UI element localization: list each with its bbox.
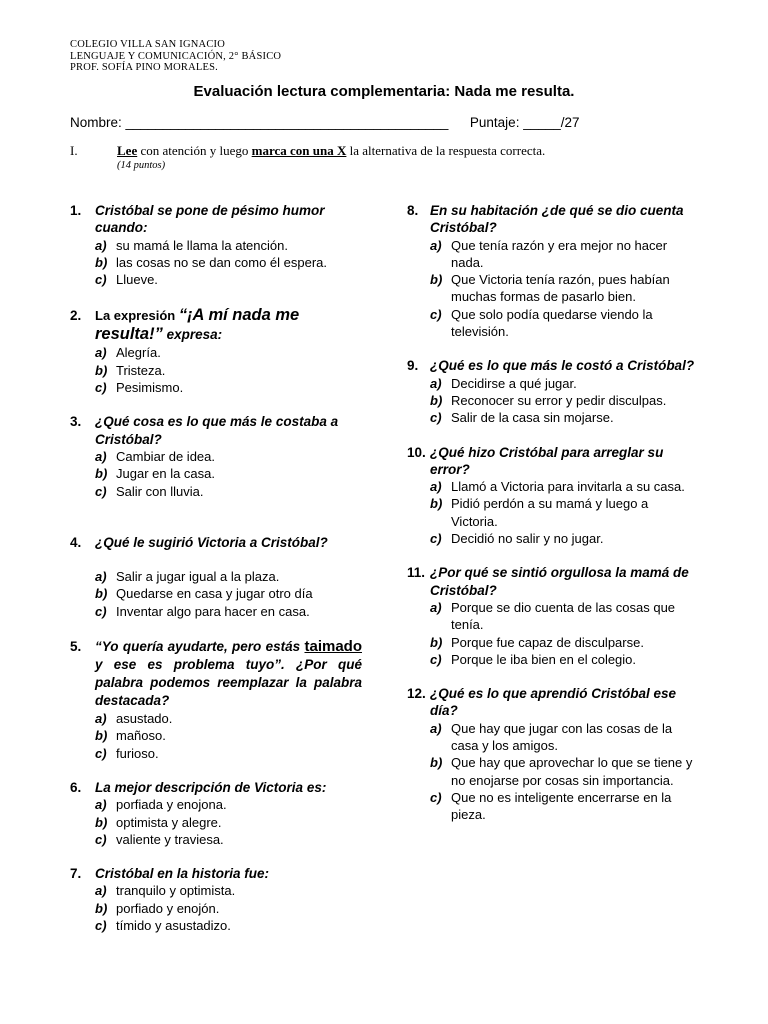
school-header [70,39,281,74]
question-text: ¿Por qué se sintió orgullosa la mamá de Cristóbal? [430,565,689,598]
questions-right-column [407,202,697,824]
option-b[interactable]: b) las cosas no se dan como él espera. [95,254,328,270]
option-c[interactable]: c) Pesimismo. [95,380,184,396]
question-number: 3. [70,414,82,430]
option-b[interactable]: b) Jugar en la casa. [95,466,216,482]
school-name: COLEGIO VILLA SAN IGNACIO [70,39,226,50]
option-c[interactable]: c) Salir con lluvia. [95,483,204,499]
question-text: En su habitación ¿de qué se dio cuenta Cristóbal? [430,203,684,236]
question-11 [407,564,697,668]
question-number: 5. [70,639,82,655]
question-text: ¿Qué es lo que aprendió Cristóbal ese día? [430,686,677,719]
option-b[interactable]: b) Pidió perdón a su mamá y luego a Victoria. [430,496,649,529]
option-b[interactable]: b) Reconocer su error y pedir disculpas. [430,392,667,408]
question-12 [407,685,697,823]
option-a[interactable]: a) tranquilo y optimista. [95,883,236,899]
option-b[interactable]: b) porfiado y enojón. [95,900,220,916]
questions-left-column [70,202,362,934]
question-text: “Yo quería ayudarte, pero estás taimado y ese es problema tuyo”. ¿Por qué palabra podemos reemplazar la palabra destacada? [95,638,362,709]
question-number: 11. [407,565,426,581]
question-text: ¿Qué es lo que más le costó a Cristóbal? [430,358,695,374]
option-b[interactable]: b) Que Victoria tenía razón, pues habían muchas formas de pasarlo bien. [430,272,670,305]
section-number: I. [70,143,78,158]
question-number: 10. [407,444,426,460]
option-b[interactable]: b) optimista y alegre. [95,814,222,830]
option-c[interactable]: c) Salir de la casa sin mojarse. [430,410,614,426]
option-b[interactable]: b) Que hay que aprovechar lo que se tiene y no enojarse por cosas sin importancia. [430,755,693,788]
section-instruction [70,143,545,159]
option-b[interactable]: b) Tristeza. [95,362,166,378]
teacher-name: PROF. SOFÍA PINO MORALES. [70,62,218,73]
question-7 [70,865,362,934]
option-a[interactable]: a) Alegría. [95,345,161,361]
option-c[interactable]: c) valiente y traviesa. [95,831,224,847]
question-number: 9. [407,358,419,374]
question-text: ¿Qué le sugirió Victoria a Cristóbal? [95,534,328,550]
question-number: 2. [70,308,82,324]
question-3 [70,413,362,499]
option-a[interactable]: a) Cambiar de idea. [95,448,215,464]
option-c[interactable]: c) Decidió no salir y no jugar. [430,531,604,547]
option-a[interactable]: a) porfiada y enojona. [95,797,227,813]
question-number: 4. [70,534,82,550]
instruction-marca: marca con una X [251,143,347,158]
question-text: ¿Qué cosa es lo que más le costaba a Cristóbal? [95,414,339,447]
name-field[interactable]: Nombre: ___________________________________________ [70,115,449,130]
instruction-part2: la alternativa de la respuesta correcta. [346,143,546,158]
highlighted-word: taimado [304,638,362,656]
question-5 [70,638,362,762]
option-c[interactable]: c) Porque le iba bien en el colegio. [430,651,637,667]
instruction-lee: Lee [117,143,138,158]
question-number: 1. [70,203,82,218]
option-a[interactable]: a) su mamá le llama la atención. [95,237,288,253]
question-text: Cristóbal se pone de pésimo humor cuando: [95,203,325,236]
question-number: 6. [70,779,82,795]
option-b[interactable]: b) Porque fue capaz de disculparse. [430,634,644,650]
score-field[interactable]: Puntaje: _____/27 [469,115,580,130]
question-text: La mejor descripción de Victoria es: [95,779,327,795]
student-info-line [70,115,580,130]
option-a[interactable]: a) asustado. [95,711,173,727]
instruction-part1: con atención y luego [137,143,252,158]
course-name: LENGUAJE Y COMUNICACIÓN, 2° BÁSICO [70,50,282,62]
question-number: 8. [407,203,419,218]
question-text: Cristóbal en la historia fue: [95,866,270,882]
option-c[interactable]: c) Que no es inteligente encerrarse en la pieza. [430,789,672,823]
option-c[interactable]: c) Llueve. [95,272,158,288]
question-2 [70,306,362,396]
question-4 [70,534,362,620]
option-c[interactable]: c) Inventar algo para hacer en casa. [95,603,310,619]
option-a[interactable]: a) Que tenía razón y era mejor no hacer nada. [430,237,668,270]
option-a[interactable]: a) Que hay que jugar con las cosas de la casa y los amigos. [430,720,673,754]
option-c[interactable]: c) Que solo podía quedarse viendo la televisión. [430,306,653,340]
question-number: 12. [407,686,426,702]
question-text: ¿Qué hizo Cristóbal para arreglar su error? [430,444,664,477]
question-8 [407,202,697,340]
page-title: Evaluación lectura complementaria: Nada me resulta. [193,83,575,100]
option-c[interactable]: c) furioso. [95,745,159,761]
option-a[interactable]: a) Salir a jugar igual a la plaza. [95,569,280,585]
option-a[interactable]: a) Llamó a Victoria para invitarla a su casa. [430,479,685,495]
option-b[interactable]: b) Quedarse en casa y jugar otro día [95,586,313,602]
option-a[interactable]: a) Porque se dio cuenta de las cosas que tenía. [430,599,676,633]
question-6 [70,779,362,848]
section-points: (14 puntos) [117,160,166,171]
option-c[interactable]: c) tímido y asustadizo. [95,918,231,934]
question-1 [70,202,362,288]
question-text: La expresión “¡A mí nada me resulta!” expresa: [95,306,300,344]
question-10 [407,444,697,548]
option-b[interactable]: b) mañoso. [95,728,166,744]
question-9 [407,357,697,426]
question-number: 7. [70,866,82,882]
option-a[interactable]: a) Decidirse a qué jugar. [430,375,577,391]
